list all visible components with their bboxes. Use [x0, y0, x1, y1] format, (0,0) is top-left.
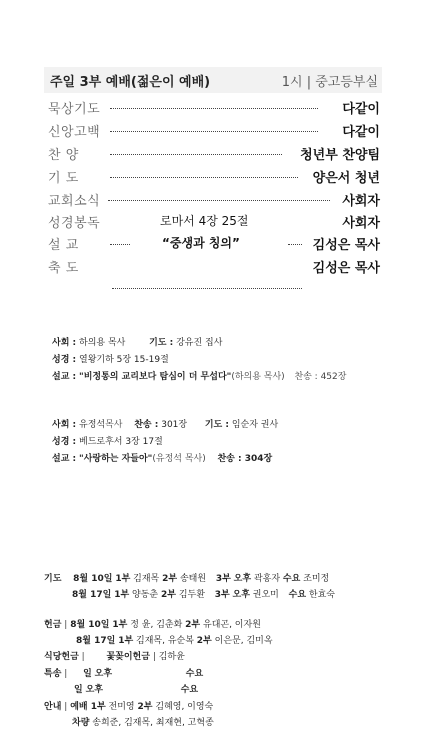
order-label: 기 도 [48, 171, 79, 186]
order-value: 사회자 [342, 216, 380, 231]
order-label: 찬 양 [48, 148, 79, 163]
order-label: 성경봉독 [48, 216, 101, 231]
leader-dots [108, 200, 330, 201]
meal-flower-offering-line: 식당헌금 | 꽃꽂이헌금 | 김하윤 [44, 652, 185, 662]
order-row-praise [48, 143, 380, 163]
order-row-scripture [48, 211, 380, 231]
leader-dots [110, 154, 282, 155]
leader-dots [110, 177, 298, 178]
special-music-line-1: 특송 | 일 오후 수요 [44, 669, 204, 679]
special-music-line-2: 일 오후 수요 [74, 685, 199, 695]
evening-line-2: 성경 : 베드로후서 3장 17절 [52, 437, 163, 447]
order-row-confession [48, 120, 380, 140]
order-row-prayer [48, 166, 380, 186]
order-row-announcements [48, 189, 380, 209]
order-label: 교회소식 [48, 194, 101, 209]
service-location: 1시 | 중고등부실 [281, 75, 378, 90]
guide-line-2: 차량 송희준, 김재목, 최재현, 고혁종 [72, 718, 214, 728]
sermon-title: “중생과 칭의” [162, 236, 240, 250]
leader-dots [110, 108, 318, 109]
order-value: 다같이 [342, 125, 380, 140]
order-row-benediction [48, 256, 380, 276]
order-label: 신앙고백 [48, 125, 101, 140]
order-value: 김성은 목사 [312, 238, 380, 253]
scripture-reference: 로마서 4장 25절 [160, 214, 249, 228]
service-header [44, 67, 382, 93]
evening-line-3: 설교 : "사랑하는 자들아"(유정석 목사) 찬송 : 304장 [52, 454, 273, 464]
prayer-duty-line-2: 8월 17일 1부 양동춘 2부 김두환 3부 오후 권오미 수요 한효숙 [72, 590, 335, 600]
order-value: 양은서 청년 [312, 171, 380, 186]
order-value: 다같이 [342, 102, 380, 117]
next-week-line-3: 설교 : "비정통의 교리보다 탐심이 더 무섭다"(하의용 목사) 찬송 : 452장 [52, 372, 347, 382]
leader-dots [110, 131, 318, 132]
service-title: 주일 3부 예배(젊은이 예배) [50, 75, 211, 90]
order-row-meditation [48, 97, 380, 117]
offering-duty-line-2: 8월 17일 1부 김재목, 유순복 2부 이은문, 김미옥 [76, 636, 273, 646]
order-label: 설 교 [48, 238, 79, 253]
guide-line-1: 안내 | 예배 1부 전미영 2부 김혜영, 이영숙 [44, 702, 214, 712]
next-week-line-2: 성경 : 열왕기하 5장 15-19절 [52, 355, 169, 365]
order-label: 묵상기도 [48, 102, 101, 117]
next-week-line-1: 사회 : 하의용 목사 기도 : 강유진 집사 [52, 338, 223, 348]
order-label: 축 도 [48, 261, 79, 276]
order-value: 청년부 찬양팀 [300, 148, 380, 163]
offering-duty-line-1: 헌금 | 8월 10일 1부 정 윤, 김춘화 2부 유대곤, 이자원 [44, 620, 261, 630]
evening-line-1: 사회 : 유정석목사 찬송 : 301장 기도 : 임순자 권사 [52, 420, 279, 430]
order-value: 김성은 목사 [312, 261, 380, 276]
leader-dots [112, 288, 302, 289]
leader-dots [110, 244, 130, 245]
order-row-sermon [48, 233, 380, 253]
prayer-duty-line-1: 기도 8월 10일 1부 김재목 2부 송태원 3부 오후 곽홍자 수요 조미정 [44, 574, 330, 584]
order-value: 사회자 [342, 194, 380, 209]
leader-dots [288, 244, 302, 245]
